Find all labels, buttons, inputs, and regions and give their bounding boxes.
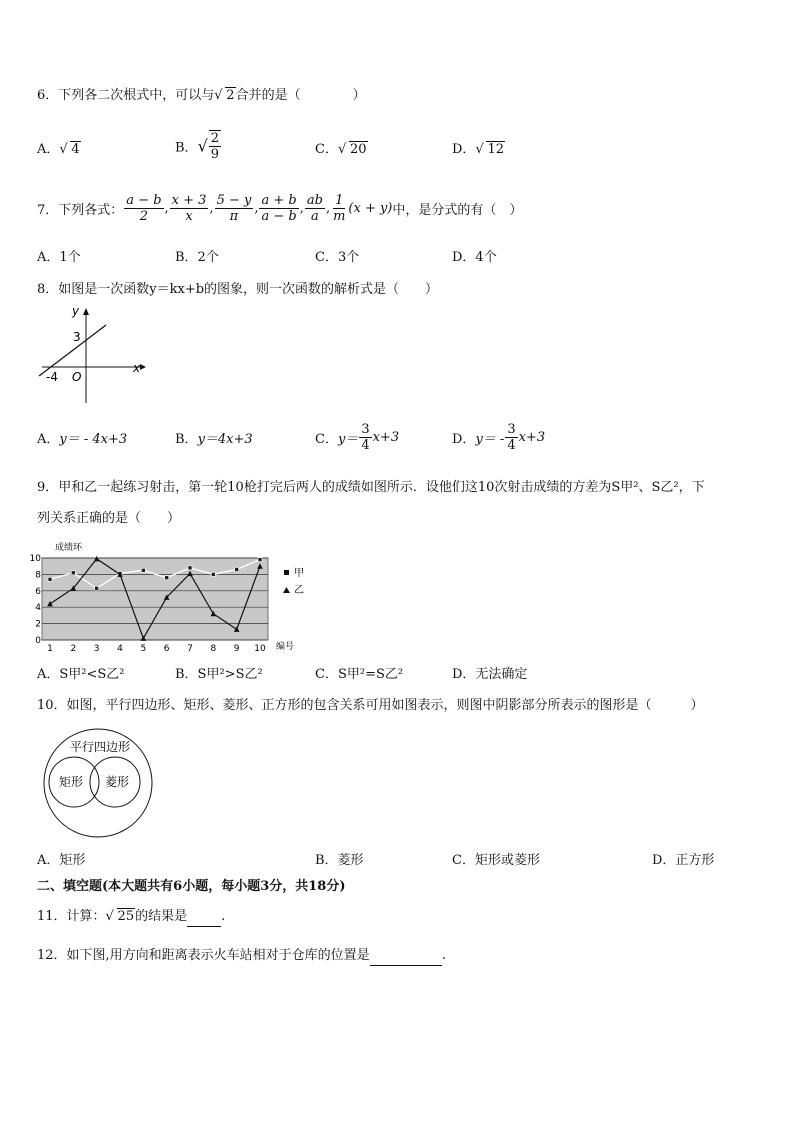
q9-option-c[interactable]: C．S甲²=S乙² — [315, 667, 404, 682]
x-tick-label: 7 — [187, 644, 193, 654]
point-jia — [95, 586, 99, 590]
legend-label: 甲 — [294, 568, 304, 579]
x-axis-title: 编号 — [276, 642, 295, 652]
q8-option-a[interactable]: A．y＝ - 4x+3 — [37, 432, 128, 447]
answer-blank[interactable] — [187, 908, 221, 927]
q9-option-a[interactable]: A．S甲²<S乙² — [37, 667, 125, 682]
fraction: $\frac{ab}{a}$ — [306, 193, 323, 224]
y-axis-arrow — [83, 308, 89, 315]
y-axis-label: y — [72, 304, 80, 318]
point-jia — [188, 566, 192, 570]
x-tick-label: 4 — [117, 644, 123, 654]
q9-option-d[interactable]: D．无法确定 — [452, 667, 528, 682]
q9-stem-line1: 9．甲和乙一起练习射击，第一轮10枪打完后两人的成绩如图所示．设他们这10次射击成绩的方差为S甲²、S乙²，下 — [37, 480, 705, 495]
y-tick-label: 8 — [35, 570, 41, 581]
fraction: $\frac{x + 3}{x}$ — [171, 193, 207, 224]
q8-linear-graph — [36, 303, 148, 407]
x-axis-arrow — [140, 364, 146, 370]
q6-stem: 6．下列各二次根式中，可以与 √ 2合并的是（ ） — [37, 88, 366, 103]
y-intercept-label: 3 — [73, 330, 81, 344]
x-tick-label: 10 — [254, 644, 266, 654]
parallelogram-label: 平行四边形 — [70, 740, 131, 754]
q9-score-chart — [29, 538, 310, 654]
point-jia — [235, 567, 239, 571]
point-jia — [258, 558, 262, 562]
sqrt-symbol: √ 2 — [214, 88, 235, 103]
legend-marker-jia — [284, 570, 289, 575]
q9-stem-line2: 列关系正确的是（ ） — [37, 511, 181, 526]
q6-option-a[interactable]: A． √ 4 — [37, 142, 80, 157]
rectangle-label: 矩形 — [59, 775, 84, 789]
q10-option-a[interactable]: A．矩形 — [37, 853, 86, 868]
q8-option-c[interactable]: C．y＝ $\frac{3}{4}$ x+3 — [315, 422, 400, 453]
q7-stem: 7．下列各式： $\frac{a - b}{2}$ , $\frac{x + 3}{x}$ , $\frac{5 - y}{\pi}$ , $\frac{a + b}{a - b}$ , $\frac{ab}{a}$ , $\frac{1}{m}$ (x + y)中，是分式的有（ ） — [37, 193, 523, 224]
q6-option-b[interactable]: B．√ $\frac{2}{9}$ — [175, 131, 220, 162]
q10-option-b[interactable]: B．菱形 — [315, 853, 364, 868]
sqrt-symbol: √ 25 — [105, 909, 135, 924]
q7-option-b[interactable]: B．2个 — [175, 250, 219, 265]
q9-option-b[interactable]: B．S甲²>S乙² — [175, 667, 263, 682]
q6-option-c[interactable]: C． √ 20 — [315, 142, 367, 157]
q10-option-c[interactable]: C．矩形或菱形 — [452, 853, 540, 868]
q8-option-d[interactable]: D．y＝ - $\frac{3}{4}$ x+3 — [452, 422, 546, 453]
y-tick-label: 2 — [35, 619, 41, 630]
x-tick-label: 3 — [93, 644, 100, 654]
q7-option-d[interactable]: D．4个 — [452, 250, 497, 265]
origin-label: O — [72, 370, 82, 384]
q10-option-d[interactable]: D．正方形 — [652, 853, 715, 868]
q10-stem: 10．如图，平行四边形、矩形、菱形、正方形的包含关系可用如图表示，则图中阴影部分所表示的图形是（ ） — [37, 698, 704, 713]
q11-stem: 11．计算： √ 25的结果是 . — [37, 908, 225, 927]
q6-option-d[interactable]: D． √ 12 — [452, 142, 504, 157]
x-tick-label: 2 — [70, 644, 77, 654]
q7-option-c[interactable]: C．3个 — [315, 250, 360, 265]
legend-label: 乙 — [294, 585, 304, 596]
legend-marker-yi — [283, 587, 290, 593]
q8-option-b[interactable]: B．y＝4x+3 — [175, 432, 253, 447]
rhombus-label: 菱形 — [105, 775, 130, 789]
q10-venn-diagram — [37, 728, 161, 838]
y-tick-label: 4 — [35, 603, 41, 614]
y-tick-label: 0 — [35, 636, 41, 646]
fraction: $\frac{1}{m}$ — [333, 193, 346, 224]
x-intercept-label: -4 — [46, 370, 58, 384]
point-jia — [165, 576, 169, 580]
x-tick-label: 5 — [140, 644, 147, 654]
y-tick-label: 10 — [29, 554, 41, 564]
point-jia — [48, 577, 52, 581]
fraction: $\frac{a - b}{2}$ — [126, 193, 162, 224]
q12-stem: 12．如下图,用方向和距离表示火车站相对于仓库的位置是 . — [37, 947, 446, 966]
point-jia — [211, 572, 215, 576]
x-tick-label: 6 — [163, 644, 170, 654]
point-jia — [71, 571, 75, 575]
x-tick-label: 8 — [210, 644, 217, 654]
y-axis-title: 成绩环 — [55, 543, 83, 553]
point-jia — [141, 568, 145, 572]
y-tick-label: 6 — [35, 586, 41, 597]
q8-stem: 8．如图是一次函数y＝kx+b的图象，则一次函数的解析式是（ ） — [37, 282, 439, 297]
x-tick-label: 9 — [233, 644, 240, 654]
fraction: $\frac{a + b}{a - b}$ — [261, 193, 297, 224]
section-heading: 二、填空题(本大题共有6小题，每小题3分，共18分) — [37, 879, 346, 894]
fraction: $\frac{5 - y}{\pi}$ — [216, 193, 252, 224]
q7-option-a[interactable]: A．1个 — [37, 250, 81, 265]
x-tick-label: 1 — [47, 644, 53, 654]
answer-blank[interactable] — [370, 947, 442, 966]
x-axis-label: x — [133, 361, 141, 375]
